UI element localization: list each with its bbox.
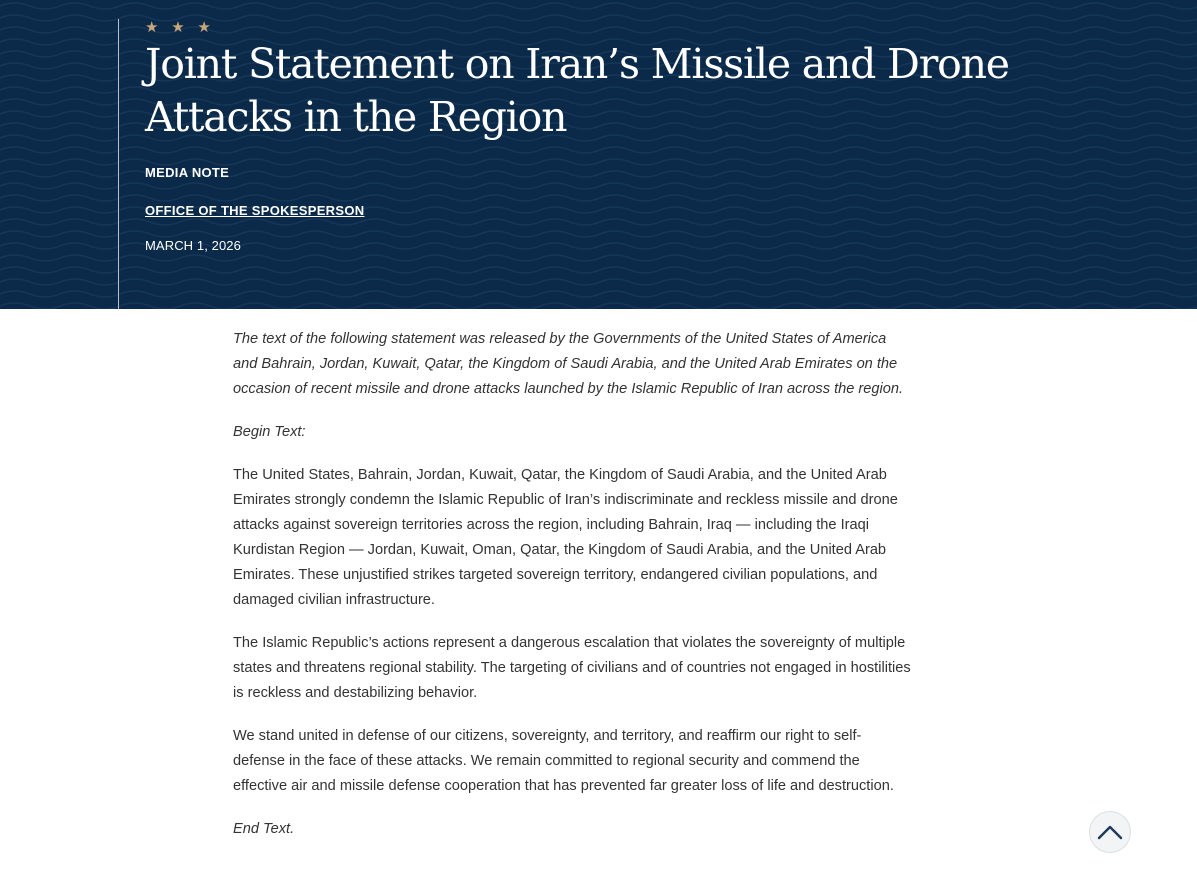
- end-text-marker: End Text.: [233, 821, 295, 837]
- intro-paragraph: The text of the following statement was released by the Governments of the United States of America and Bahrain, Jordan, Kuwait, Qatar, the Kingdom of Saudi Arabia, and the United Arab Emirates on the occasion of recent missile and drone attacks launched by the Islamic Republic of Iran across the region.: [233, 331, 904, 397]
- stars-ornament: ★ ★ ★: [145, 18, 215, 36]
- scroll-to-top-button[interactable]: [1089, 811, 1131, 853]
- page-title: Joint Statement on Iran’s Missile and Drone Attacks in the Region: [145, 40, 1009, 141]
- content-type-label: MEDIA NOTE: [145, 165, 230, 180]
- statement-paragraph-3: We stand united in defense of our citizens, sovereignty, and territory, and reaffirm our right to self-defense in the face of these attacks. We remain committed to regional security and commend the effective air and missile defense cooperation that has prevented far greater loss of life and destruction.: [233, 728, 894, 794]
- begin-text-marker: Begin Text:: [233, 424, 306, 440]
- chevron-up-icon: [1097, 824, 1123, 840]
- hero-vertical-divider: [118, 19, 119, 309]
- statement-paragraph-1: The United States, Bahrain, Jordan, Kuwait, Qatar, the Kingdom of Saudi Arabia, and the United Arab Emirates strongly condemn the Islamic Republic of Iran’s indiscriminate and reckless missile and drone attacks against sovereign territories across the region, including Bahrain, Iraq — including the Iraqi Kurdistan Region — Jordan, Kuwait, Oman, Qatar, the Kingdom of Saudi Arabia, and the United Arab Emirates. These unjustified strikes targeted sovereign territory, endangered civilian populations, and damaged civilian infrastructure.: [233, 467, 898, 608]
- office-of-the-spokesperson-link[interactable]: OFFICE OF THE SPOKESPERSON: [145, 203, 365, 218]
- statement-paragraph-2: The Islamic Republic’s actions represent a dangerous escalation that violates the sovereignty of multiple states and threatens regional stability. The targeting of civilians and of countries not engaged in hostilities is reckless and destabilizing behavior.: [233, 635, 911, 701]
- publish-date: MARCH 1, 2026: [145, 238, 241, 253]
- article-body: [233, 327, 913, 860]
- page-hero: [0, 0, 1197, 309]
